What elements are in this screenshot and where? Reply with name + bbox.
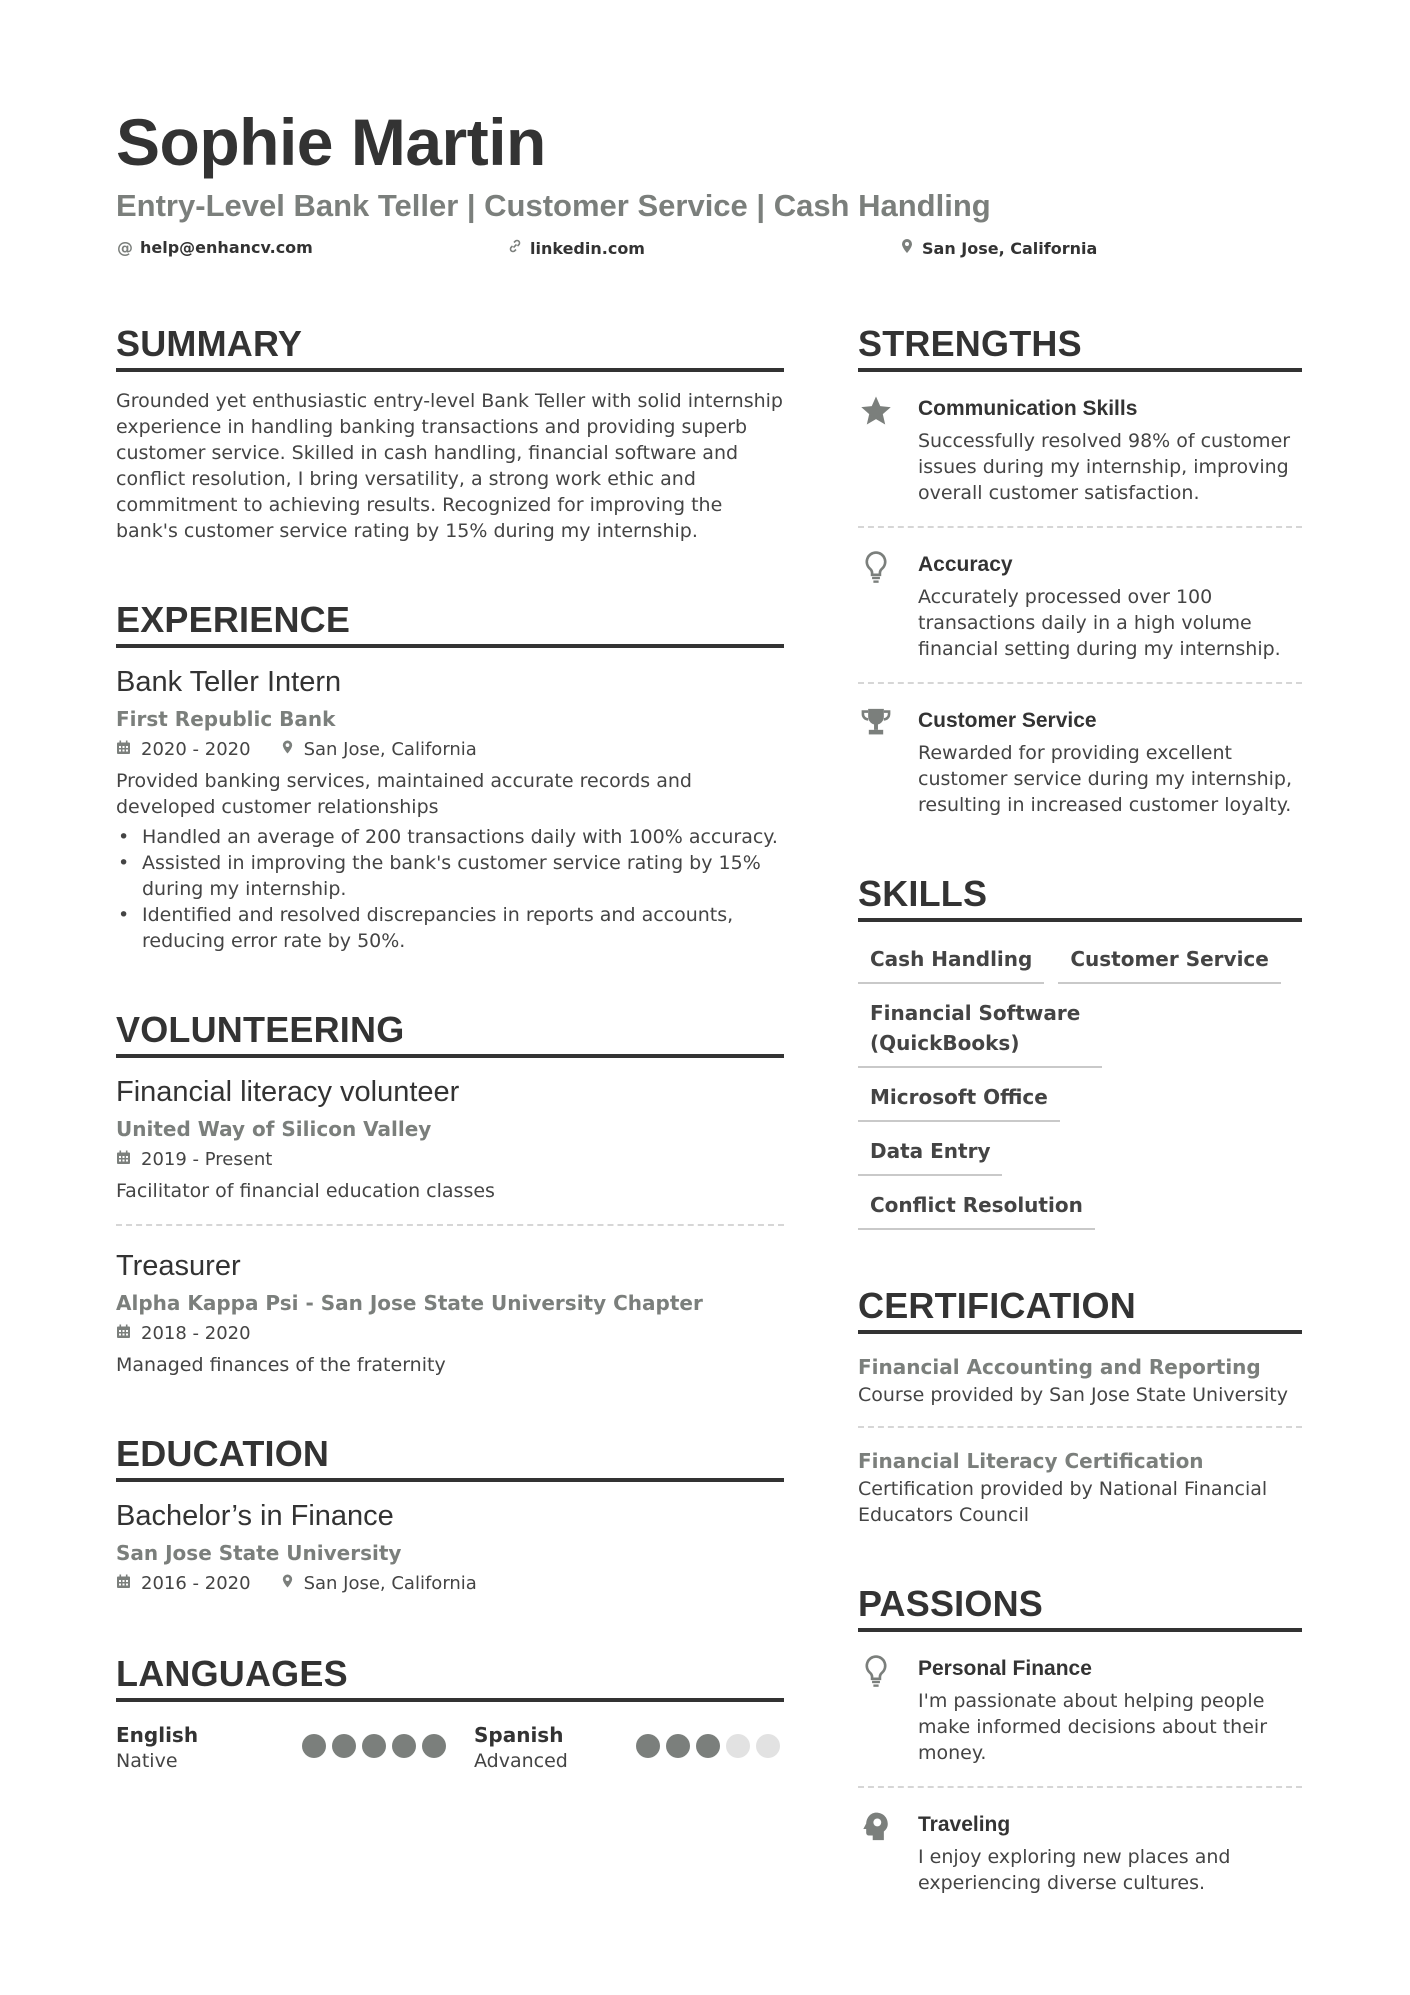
certification-description: Certification provided by National Financial Educators Council [858,1478,1268,1526]
language-rating [302,1734,446,1758]
contact-row [116,238,1316,264]
volunteer-org: United Way of Silicon Valley [116,1117,432,1141]
right-column [858,322,1302,1950]
certification-heading: CERTIFICATION [858,1284,1302,1334]
summary-section [116,322,784,544]
rating-dot-empty [756,1734,780,1758]
lightbulb-icon [858,550,894,662]
job-bullet: • Handled an average of 200 transactions daily with 100% accuracy. [116,824,784,850]
rating-dot-empty [726,1734,750,1758]
rating-dot-filled [636,1734,660,1758]
experience-heading: EXPERIENCE [116,598,784,648]
email-text: help@enhancv.com [140,238,313,257]
school-name: San Jose State University [116,1541,402,1565]
volunteer-role: Treasurer [116,1250,241,1282]
rating-dot-filled [362,1734,386,1758]
certification-description: Course provided by San Jose State University [858,1384,1288,1406]
volunteer-description: Facilitator of financial education classes [116,1180,495,1202]
rating-dot-filled [696,1734,720,1758]
passion-description: I enjoy exploring new places and experiencing diverse cultures. [918,1846,1231,1894]
language-level: Advanced [474,1750,568,1772]
strengths-heading: STRENGTHS [858,322,1302,372]
entry-divider [116,1224,784,1226]
calendar-icon [116,1320,131,1348]
certification-title: Financial Accounting and Reporting [858,1355,1261,1379]
rating-dot-filled [392,1734,416,1758]
volunteering-heading: VOLUNTEERING [116,1008,784,1058]
job-title: Bank Teller Intern [116,666,342,698]
volunteer-org: Alpha Kappa Psi - San Jose State University Chapter [116,1291,703,1315]
language-name: English [116,1723,199,1747]
volunteer-dates: 2018 - 2020 [116,1320,251,1348]
language-name: Spanish [474,1723,564,1747]
certification-item [858,1446,1302,1528]
rating-dot-filled [666,1734,690,1758]
strength-title: Customer Service [918,709,1097,732]
certification-item [858,1352,1302,1408]
skills-section [858,872,1302,1230]
skill-tag: Conflict Resolution [858,1190,1095,1230]
location-text: San Jose, California [922,238,1098,258]
job-location: San Jose, California [281,736,477,764]
volunteer-meta [116,1146,784,1174]
head-icon [858,1810,894,1896]
rating-dot-filled [332,1734,356,1758]
certification-title: Financial Literacy Certification [858,1449,1204,1473]
strength-item [858,372,1302,506]
trophy-icon [858,706,894,818]
job-bullets [116,824,784,954]
skill-tag: Cash Handling [858,944,1044,984]
candidate-title: Entry-Level Bank Teller | Customer Service | Cash Handling [116,188,991,223]
volunteer-role: Financial literacy volunteer [116,1076,460,1108]
languages-heading: LANGUAGES [116,1652,784,1702]
education-dates: 2016 - 2020 [116,1570,251,1598]
job-bullet: • Identified and resolved discrepancies in reports and accounts, reducing error rate by 50%. [116,902,784,954]
education-heading: EDUCATION [116,1432,784,1482]
education-meta [116,1570,784,1598]
candidate-name: Sophie Martin [116,105,546,179]
strength-item [858,684,1302,818]
passion-title: Traveling [918,1813,1011,1836]
contact-email[interactable] [116,238,313,257]
linkedin-text: linkedin.com [530,238,645,258]
languages-list [116,1722,784,1774]
lightbulb-icon [858,1654,894,1766]
language-level: Native [116,1750,178,1772]
volunteer-dates: 2019 - Present [116,1146,272,1174]
entry-divider [858,1426,1302,1428]
skills-heading: SKILLS [858,872,1302,922]
job-meta [116,736,784,764]
skill-tag: Customer Service [1058,944,1281,984]
passion-item [858,1788,1302,1896]
education-location: San Jose, California [281,1570,477,1598]
skills-list [858,944,1302,1230]
language-rating [636,1734,780,1758]
resume-header [116,104,1316,264]
skill-tag: Microsoft Office [858,1082,1060,1122]
languages-section [116,1652,784,1774]
contact-linkedin[interactable] [506,238,645,258]
passion-title: Personal Finance [918,1657,1092,1680]
skill-tag: Data Entry [858,1136,1002,1176]
volunteer-meta [116,1320,784,1348]
strengths-section [858,322,1302,818]
calendar-icon [116,1146,131,1174]
star-icon [858,394,894,506]
education-entry [116,1496,784,1598]
summary-text: Grounded yet enthusiastic entry-level Bank Teller with solid internship experience in handling banking transactions and providing superb customer service. Skilled in cash handling, financial software and conflict resolution, I bring versatility, a strong work ethic and commitment to achieving results. Recognized for improving the bank's customer service rating by 15% during my internship. [116,390,783,542]
location-pin-icon [281,736,294,764]
education-section [116,1432,784,1598]
job-dates: 2020 - 2020 [116,736,251,764]
rating-dot-filled [302,1734,326,1758]
at-icon: @ [117,238,133,257]
strength-title: Accuracy [918,553,1013,576]
left-column [116,322,784,1828]
calendar-icon [116,1570,131,1598]
degree: Bachelor’s in Finance [116,1500,394,1532]
experience-section [116,598,784,954]
rating-dot-filled [422,1734,446,1758]
language-item [450,1722,784,1774]
location-pin-icon [281,1570,294,1598]
volunteering-section [116,1008,784,1378]
contact-location [898,238,1097,258]
job-bullet: • Assisted in improving the bank's customer service rating by 15% during my internship. [116,850,784,902]
strength-description: Rewarded for providing excellent customer service during my internship, resulting in increased customer loyalty. [918,742,1293,816]
certification-section [858,1284,1302,1528]
strength-description: Successfully resolved 98% of customer issues during my internship, improving overall customer satisfaction. [918,430,1291,504]
passions-section [858,1582,1302,1896]
strength-description: Accurately processed over 100 transactions daily in a high volume financial setting during my internship. [918,586,1281,660]
company-name: First Republic Bank [116,707,336,731]
experience-entry [116,662,784,954]
link-icon [506,238,524,258]
volunteering-entry [116,1246,784,1378]
volunteering-entry [116,1072,784,1204]
passion-item [858,1632,1302,1766]
strength-item [858,528,1302,662]
summary-heading: SUMMARY [116,322,784,372]
passion-description: I'm passionate about helping people make informed decisions about their money. [918,1690,1268,1764]
location-pin-icon [898,238,916,258]
skill-tag: Financial Software (QuickBooks) [858,998,1102,1068]
calendar-icon [116,736,131,764]
language-item [116,1722,450,1774]
strength-title: Communication Skills [918,397,1138,420]
passions-heading: PASSIONS [858,1582,1302,1632]
volunteer-description: Managed finances of the fraternity [116,1354,446,1376]
job-description: Provided banking services, maintained accurate records and developed customer relationships [116,770,692,818]
